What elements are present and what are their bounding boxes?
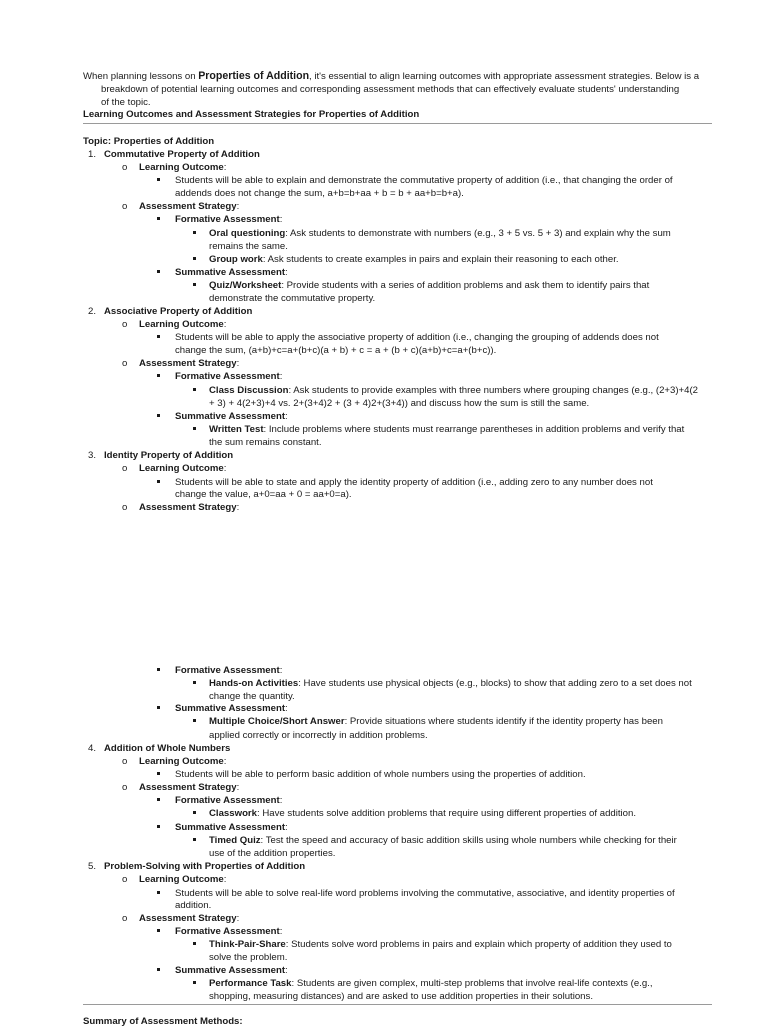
circle-bullet: o — [122, 502, 128, 513]
square-bullet — [157, 477, 160, 489]
square-bullet — [193, 254, 196, 266]
formative-item-cont: solve the problem. — [209, 952, 288, 963]
formative-item-cont: change the quantity. — [209, 691, 295, 702]
square-bullet — [157, 822, 160, 834]
section-divider — [83, 123, 712, 124]
assessment-strategy-label: Assessment Strategy: — [139, 782, 240, 793]
square-bullet — [157, 703, 160, 715]
circle-bullet: o — [122, 162, 128, 173]
circle-bullet: o — [122, 756, 128, 767]
assessment-strategy-label: Assessment Strategy: — [139, 913, 240, 924]
square-bullet — [157, 965, 160, 977]
topic-line: Topic: Properties of Addition — [83, 136, 215, 147]
summary-heading: Summary of Assessment Methods: — [83, 1016, 243, 1027]
outcome-text: Students will be able to solve real-life word problems involving the commutative, associative, and identity properties of — [175, 888, 675, 899]
circle-bullet: o — [122, 913, 128, 924]
outcome-text: Students will be able to state and apply the identity property of addition (i.e., adding zero to any number does not — [175, 477, 653, 488]
intro-line-3: of the topic. — [101, 97, 151, 108]
square-bullet — [157, 332, 160, 344]
intro-text-cont: , it's essential to align learning outcomes with appropriate assessment strategies. Below is a — [309, 71, 700, 82]
formative-item: Class Discussion: Ask students to provide examples with three numbers where grouping changes (e.g., (2+3)+4(2 — [209, 385, 699, 396]
square-bullet — [193, 385, 196, 397]
square-bullet — [193, 280, 196, 292]
square-bullet — [193, 835, 196, 847]
outcome-text-cont: change the value, a+0=aa + 0 = aa+0=a). — [175, 489, 352, 500]
circle-bullet: o — [122, 463, 128, 474]
item-number: 5. — [88, 861, 97, 872]
assessment-strategy-label: Assessment Strategy: — [139, 201, 240, 212]
formative-item: Oral questioning: Ask students to demonstrate with numbers (e.g., 3 + 5 vs. 5 + 3) and explain why the sum — [209, 228, 671, 239]
summative-label: Summative Assessment: — [175, 267, 288, 278]
formative-label: Formative Assessment: — [175, 371, 283, 382]
summative-item-cont: demonstrate the commutative property. — [209, 293, 376, 304]
outcome-text-cont: addends does not change the sum, a+b=b+aa + b = b + aa+b=b+a). — [175, 188, 464, 199]
circle-bullet: o — [122, 201, 128, 212]
circle-bullet: o — [122, 874, 128, 885]
outcome-text: Students will be able to perform basic addition of whole numbers using the properties of addition. — [175, 769, 586, 780]
square-bullet — [157, 371, 160, 383]
intro-highlight: Properties of Addition — [198, 70, 310, 82]
square-bullet — [157, 795, 160, 807]
circle-bullet: o — [122, 358, 128, 369]
formative-label: Formative Assessment: — [175, 926, 283, 937]
summative-item: Written Test: Include problems where students must rearrange parentheses in addition problems and verify that — [209, 424, 685, 435]
summative-item: Quiz/Worksheet: Provide students with a series of addition problems and ask them to identify pairs that — [209, 280, 650, 291]
formative-label: Formative Assessment: — [175, 214, 283, 225]
summative-label: Summative Assessment: — [175, 411, 288, 422]
square-bullet — [193, 228, 196, 240]
outcome-text-cont: change the sum, (a+b)+c=a+(b+c)(a + b) + c = a + (b + c)(a+b)+c=a+(b+c)). — [175, 345, 497, 356]
square-bullet — [157, 411, 160, 423]
formative-item: Classwork: Have students solve addition problems that require using different properties of addition. — [209, 808, 636, 819]
circle-bullet: o — [122, 319, 128, 330]
summative-item-cont: applied correctly or incorrectly in addition problems. — [209, 730, 428, 741]
square-bullet — [193, 978, 196, 990]
formative-item: Group work: Ask students to create examples in pairs and explain their reasoning to each other. — [209, 254, 619, 265]
square-bullet — [193, 939, 196, 951]
item-number: 4. — [88, 743, 97, 754]
square-bullet — [157, 888, 160, 900]
intro-text: When planning lessons on — [83, 71, 199, 82]
item-title: Commutative Property of Addition — [104, 149, 260, 160]
summative-item-cont: the sum remains constant. — [209, 437, 322, 448]
formative-item-cont: + 3) + 4(2+3)+4 vs. 2+(3+4)2 + (3 + 4)2+(3+4)) and discuss how the sum is still the same. — [209, 398, 590, 409]
item-title: Problem-Solving with Properties of Addition — [104, 861, 306, 872]
outcome-text-cont: addition. — [175, 900, 212, 911]
item-number: 3. — [88, 450, 97, 461]
intro-line-1 — [83, 70, 699, 83]
square-bullet — [157, 267, 160, 279]
formative-label: Formative Assessment: — [175, 665, 283, 676]
bottom-divider — [83, 1004, 712, 1005]
square-bullet — [157, 665, 160, 677]
item-number: 2. — [88, 306, 97, 317]
item-title: Addition of Whole Numbers — [104, 743, 231, 754]
square-bullet — [193, 716, 196, 728]
item-title: Identity Property of Addition — [104, 450, 234, 461]
assessment-strategy-label: Assessment Strategy: — [139, 358, 240, 369]
item-title: Associative Property of Addition — [104, 306, 253, 317]
formative-item: Hands-on Activities: Have students use physical objects (e.g., blocks) to show that adding zero to a set does not — [209, 678, 692, 689]
learning-outcome-label: Learning Outcome: — [139, 162, 227, 173]
square-bullet — [193, 424, 196, 436]
learning-outcome-label: Learning Outcome: — [139, 319, 227, 330]
learning-outcome-label: Learning Outcome: — [139, 463, 227, 474]
formative-item: Think-Pair-Share: Students solve word problems in pairs and explain which property of addition they used to — [209, 939, 672, 950]
formative-label: Formative Assessment: — [175, 795, 283, 806]
summative-item: Performance Task: Students are given complex, multi-step problems that involve real-life contexts (e.g., — [209, 978, 653, 989]
summative-item-cont: shopping, measuring distances) and are asked to use addition properties in their solutions. — [209, 991, 593, 1002]
square-bullet — [157, 769, 160, 781]
learning-outcome-label: Learning Outcome: — [139, 756, 227, 767]
intro-line-2: breakdown of potential learning outcomes and corresponding assessment methods that can effectively evaluate students' understanding — [101, 84, 680, 95]
section-title: Learning Outcomes and Assessment Strategies for Properties of Addition — [83, 109, 420, 120]
circle-bullet: o — [122, 782, 128, 793]
summative-label: Summative Assessment: — [175, 703, 288, 714]
square-bullet — [157, 926, 160, 938]
square-bullet — [157, 214, 160, 226]
learning-outcome-label: Learning Outcome: — [139, 874, 227, 885]
square-bullet — [193, 808, 196, 820]
square-bullet — [157, 175, 160, 187]
summative-item: Multiple Choice/Short Answer: Provide situations where students identify if the identity property has been — [209, 716, 663, 727]
summative-item: Timed Quiz: Test the speed and accuracy of basic addition skills using whole numbers while checking for their — [209, 835, 677, 846]
square-bullet — [193, 678, 196, 690]
formative-item-cont: remains the same. — [209, 241, 288, 252]
summative-item-cont: use of the addition properties. — [209, 848, 336, 859]
summative-label: Summative Assessment: — [175, 822, 288, 833]
outcome-text: Students will be able to apply the associative property of addition (i.e., changing the grouping of addends does not — [175, 332, 659, 343]
item-number: 1. — [88, 149, 97, 160]
summative-label: Summative Assessment: — [175, 965, 288, 976]
assessment-strategy-label: Assessment Strategy: — [139, 502, 240, 513]
outcome-text: Students will be able to explain and demonstrate the commutative property of addition (i.e., that changing the order of — [175, 175, 673, 186]
